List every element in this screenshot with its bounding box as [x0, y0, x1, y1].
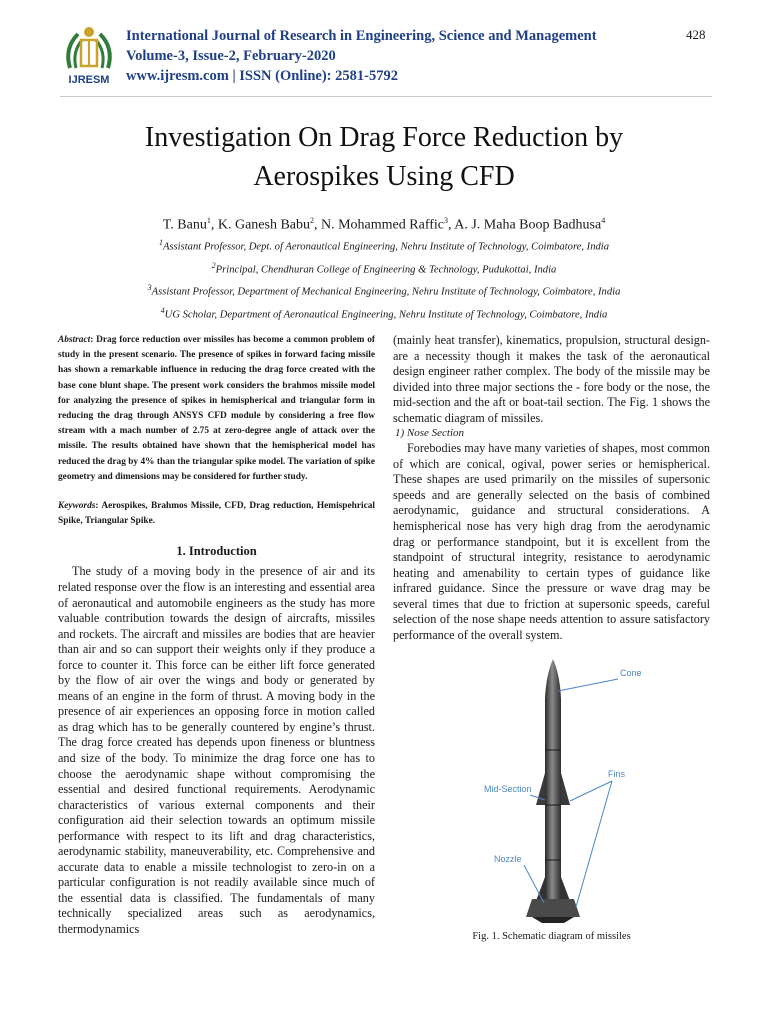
paper-title-line-2: Aerospikes Using CFD	[253, 161, 515, 192]
missile-nose-cone	[545, 659, 561, 699]
author-separator: ,	[448, 217, 455, 233]
keywords-label: Keywords	[58, 501, 96, 512]
journal-header	[126, 26, 646, 86]
author-separator: ,	[210, 217, 218, 233]
figure-label-mid-section: Mid-Section	[484, 784, 532, 794]
author-name: N. Mohammed Raffic	[321, 217, 444, 233]
affiliation-text: Principal, Chendhuran College of Engineering & Technology, Pudukottai, India	[215, 264, 557, 276]
figure-caption: Fig. 1. Schematic diagram of missiles	[472, 931, 631, 942]
abstract-text: Drag force reduction over missiles has become a common problem of study in the present scenario. The presence of spikes in forward facing missile has shown a remarkable influence in reducing the drag force created with the base cone blunt shape. The present work considers the brahmos missile model for analyzing the presence of spikes in hemispherical and triangular form in reducing the drag through ANSYS CFD module by considering a free flow stream with a mach number of 2.75 at zero-degree angle of attack over the missile. The results obtained have shown that the hemispherical model has reduced the drag by 4% than the triangular spike model. The variation of spike geometry and dimensions may be considered for further study.	[58, 335, 375, 482]
author-name: T. Banu	[162, 217, 207, 233]
subsection-heading-nose: 1) Nose Section	[395, 427, 465, 440]
journal-web-issn: www.ijresm.com | ISSN (Online): 2581-5792	[126, 68, 398, 84]
page-number: 428	[686, 27, 706, 42]
author-sup: 4	[601, 216, 606, 225]
keywords: Keywords: Aerospikes, Brahmos Missile, CFD, Drag reduction, Hemispehrical Spike, Triangular Spike.	[58, 501, 375, 527]
affiliation-text: Assistant Professor, Dept. of Aeronautical Engineering, Nehru Institute of Technology, Coimbatore, India	[162, 241, 610, 253]
affiliation	[60, 302, 708, 325]
journal-logo-icon	[60, 22, 118, 86]
affiliation-sup: 2	[211, 260, 216, 270]
paper-title	[60, 118, 708, 196]
author-sup: 2	[310, 216, 314, 225]
figure-label-fins: Fins	[608, 769, 626, 779]
author-sup: 1	[206, 216, 211, 225]
affiliation	[60, 257, 708, 280]
missile-mid-fin	[561, 773, 570, 805]
journal-name: International Journal of Research in Engineering, Science and Management	[126, 28, 597, 44]
introduction-paragraph: The study of a moving body in the presence of air and its related response over the flow is an interesting and essential area of aeronautical and automobile engineers as the study has more valuable contribution towards the design of aircrafts, missiles and rockets. The aircraft and missiles are bodies that are heavier than air and so can support their weights only if they produce a force to counter it. This force can be either lift force generated by the flow of air over the wings and body or generated by means of an engine in the form of thrust. A moving body in the presence of air experiences an opposing force in motion called as drag which has to be generally countered by engine’s thrust. The drag force created has depends upon fineness or bluntness and size of the body. To minimize the drag force one has to choose the aerodynamic shape without compromising the essential and desired functional requirements. Aerodynamic characteristics of various external components and their configuration aid their selection towards an optimum missile performance with respect to its lift and drag characteristics, aerodynamic stability, maneuverability, etc. Comprehensive and accurate data to enable a missile technologist to zero-in on a particular configuration is not readily available since much of the essential data is classified. The fundamentals of many technically specialized areas such as aerodynamics, thermodynamics	[58, 564, 375, 937]
left-column	[58, 333, 375, 938]
affiliation-list	[60, 234, 708, 324]
figure-label-nozzle: Nozzle	[494, 854, 522, 864]
figure-label-cone: Cone	[620, 668, 642, 678]
journal-volume: Volume-3, Issue-2, February-2020	[126, 48, 336, 64]
abstract-label: Abstract	[58, 335, 91, 345]
missile-nozzle	[526, 899, 580, 917]
affiliation-sup: 1	[158, 238, 163, 247]
affiliation-text: UG Scholar, Department of Aeronautical Engineering, Nehru Institute of Technology, Coimbatore, India	[164, 309, 608, 321]
introduction-continuation: (mainly heat transfer), kinematics, propulsion, structural design-are a necessity though it makes the task of the aeronautical design engineer rather complex. The body of the missile may be divided into three major sections the - fore body or the nose, the mid-section and the aft or boat-tail section. The Fig. 1 shows the schematic diagram of missiles.	[393, 333, 710, 425]
author-name: A. J. Maha Boop Badhusa	[454, 217, 602, 233]
section-heading-introduction: 1. Introduction	[176, 544, 257, 559]
right-column	[393, 333, 710, 643]
affiliation	[60, 279, 708, 302]
affiliation	[60, 234, 708, 257]
logo-text: IJRESM	[68, 74, 110, 86]
missile-schematic-figure	[440, 655, 660, 927]
header-divider	[60, 96, 712, 97]
author-name: K. Ganesh Babu	[217, 217, 310, 233]
author-sup: 3	[444, 216, 448, 225]
author-list	[60, 212, 708, 235]
missile-mid-fin	[536, 773, 545, 805]
affiliation-sup: 4	[160, 305, 165, 315]
abstract: Abstract: Drag force reduction over missiles has become a common problem of study in the present scenario. The presence of spikes in forward facing missile has shown a remarkable influence in reducing the drag force created with the base cone blunt shape. The present work considers the brahmos missile model for analyzing the presence of spikes in hemispherical and triangular form in reducing the drag through ANSYS CFD module by considering a free flow stream with a mach number of 2.75 at zero-degree angle of attack over the missile. The results obtained have shown that the hemispherical model has reduced the drag by 4% than the triangular spike model. The variation of spike geometry and dimensions may be considered for further study.	[58, 335, 375, 482]
affiliation-sup: 3	[147, 283, 152, 293]
author-separator: ,	[314, 217, 321, 233]
missile-body	[545, 699, 561, 899]
affiliation-text: Assistant Professor, Department of Mechanical Engineering, Nehru Institute of Technology, Coimbatore, India	[151, 286, 621, 298]
nose-section-paragraph: Forebodies may have many varieties of shapes, most common of which are conical, ogival, power series or hemispherical. These shapes are used primarily on the missiles of supersonic speeds and are generally selected on the basis of combined aerodynamic, guidance and structural considerations. A hemispherical nose has very high drag from the aerodynamic drag or performance standpoint, but it is excellent from the standpoint of structural integrity, resistance to aerodynamic heating and amenability to certain types of guidance like infrared guidance. Since the pressure or wave drag may be several times that due to friction at supersonic speeds, careful selection of the nose shape needs attention to assure satisfactory performance of the overall system.	[393, 441, 710, 642]
keywords-text: Aerospikes, Brahmos Missile, CFD, Drag reduction, Hemispehrical Spike, Triangular Spike.	[58, 501, 375, 527]
paper-title-line-1: Investigation On Drag Force Reduction by	[144, 122, 624, 153]
